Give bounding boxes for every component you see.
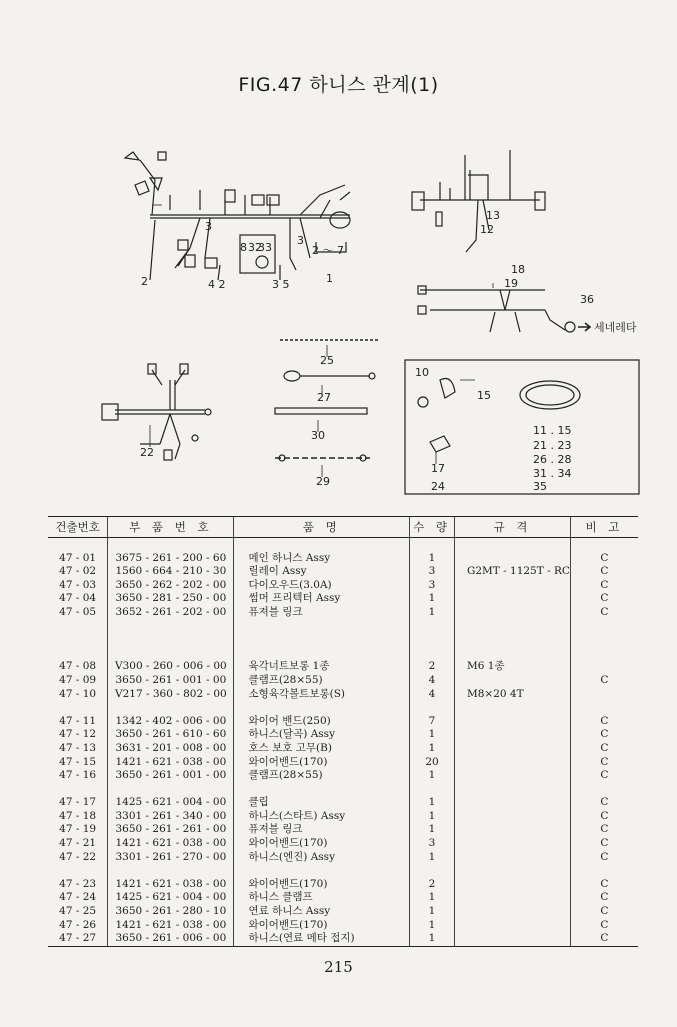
cell-part-name: 연료 하니스 Assy <box>234 905 410 919</box>
cell-part-number: 3650 - 261 - 280 - 10 <box>108 905 234 919</box>
cell-quantity: 1 <box>410 932 455 946</box>
cell-quantity: 2 <box>410 660 455 674</box>
cell-part-name: 썸머 프리텍터 Assy <box>234 592 410 606</box>
callout: 17 <box>431 462 445 475</box>
table-row <box>48 891 638 905</box>
cell-spec <box>454 851 570 865</box>
cell-part-number: 1425 - 621 - 004 - 00 <box>108 796 234 810</box>
cell-note: C <box>570 905 638 919</box>
spacer-cell <box>410 633 455 647</box>
callout: 24 <box>431 480 445 493</box>
cell-quantity: 3 <box>410 579 455 593</box>
cell-fig-number: 47 - 27 <box>48 932 108 946</box>
cell-fig-number: 47 - 23 <box>59 877 97 890</box>
cell-quantity: 1 <box>410 742 455 756</box>
cell-part-name: 육각너트보롱 1종 <box>234 660 410 674</box>
cell-part-name: 하니스(달곡) Assy <box>234 728 410 742</box>
cell-part-number: V300 - 260 - 006 - 00 <box>108 660 234 674</box>
cell-spec <box>454 592 570 606</box>
cell-spec <box>454 715 570 729</box>
cell-part-number: 3650 - 261 - 261 - 00 <box>108 823 234 837</box>
cell-part-name: 소형육각볼트보롱(S) <box>234 688 410 702</box>
callout: 30 <box>311 429 325 442</box>
table-row <box>48 579 638 593</box>
cell-part-name: 하니스(엔진) Assy <box>234 851 410 865</box>
spacer-cell <box>410 701 455 715</box>
cell-part-number: 1342 - 402 - 006 - 00 <box>108 715 234 729</box>
spacer-cell <box>234 864 410 878</box>
cell-note <box>570 660 638 674</box>
cell-part-name: 클램프(28×55) <box>234 674 410 688</box>
cell-fig-number: 47 - 15 <box>59 755 97 768</box>
cell-spec <box>454 606 570 620</box>
page-number: 215 <box>324 958 353 976</box>
table-row <box>48 810 638 824</box>
callout: 22 <box>140 446 154 459</box>
cell-quantity: 3 <box>410 565 455 579</box>
header-note: 비 고 <box>570 517 638 538</box>
cell-quantity: 1 <box>410 810 455 824</box>
cell-fig-number: 47 - 24 <box>59 891 97 904</box>
cell-note: C <box>570 728 638 742</box>
table-row <box>48 796 638 810</box>
cell-note: C <box>570 919 638 933</box>
cell-part-name: 하니스(연료 메타 접지) <box>234 932 410 946</box>
spacer-cell <box>108 701 234 715</box>
cell-spec <box>454 823 570 837</box>
spacer-cell <box>410 620 455 634</box>
cell-part-number: 3650 - 281 - 250 - 00 <box>108 592 234 606</box>
cell-quantity: 2 <box>410 878 455 892</box>
spacer-cell <box>570 647 638 661</box>
spacer-cell <box>454 633 570 647</box>
cell-spec <box>454 796 570 810</box>
cell-part-number: V217 - 360 - 802 - 00 <box>108 688 234 702</box>
table-row <box>48 674 638 688</box>
cell-part-name: 와이어밴드(170) <box>234 837 410 851</box>
cell-part-number: 3301 - 261 - 270 - 00 <box>108 851 234 865</box>
cell-spec <box>454 919 570 933</box>
cell-spec <box>454 837 570 851</box>
cell-part-name: 와이어밴드(170) <box>234 756 410 770</box>
callout: 12 <box>480 223 494 236</box>
cell-note: C <box>570 891 638 905</box>
spacer-row <box>48 647 638 661</box>
cell-part-number: 3650 - 261 - 610 - 60 <box>108 728 234 742</box>
spacer-cell <box>234 633 410 647</box>
cell-spec <box>454 769 570 783</box>
cell-fig-number: 47 - 18 <box>59 809 97 822</box>
spacer-cell <box>234 647 410 661</box>
cell-spec <box>454 905 570 919</box>
cell-spec <box>454 810 570 824</box>
cell-part-number: 3301 - 261 - 340 - 00 <box>108 810 234 824</box>
spacer-cell <box>454 701 570 715</box>
callout: 32 <box>248 241 262 254</box>
cell-note: C <box>570 810 638 824</box>
spacer-cell <box>108 783 234 797</box>
spacer-cell <box>234 701 410 715</box>
cell-part-name: 퓨져블 링크 <box>234 823 410 837</box>
spacer-cell <box>454 538 570 552</box>
cell-quantity: 1 <box>410 552 455 566</box>
cell-note: C <box>570 552 638 566</box>
cell-note: C <box>570 796 638 810</box>
spacer-cell <box>48 647 108 661</box>
cell-fig-number: 47 - 08 <box>59 660 97 673</box>
spacer-cell <box>48 633 108 647</box>
spacer-cell <box>454 647 570 661</box>
spacer-cell <box>570 783 638 797</box>
cell-note: C <box>570 742 638 756</box>
cell-fig-number: 47 - 16 <box>59 769 97 782</box>
cell-part-name: 호스 보호 고무(B) <box>234 742 410 756</box>
cell-part-name: 와이어밴드(170) <box>234 878 410 892</box>
cell-quantity: 1 <box>410 728 455 742</box>
cell-part-number: 1421 - 621 - 038 - 00 <box>108 878 234 892</box>
spacer-cell <box>48 783 108 797</box>
spacer-row <box>48 633 638 647</box>
spacer-cell <box>454 783 570 797</box>
cell-quantity: 20 <box>410 756 455 770</box>
cell-quantity: 1 <box>410 851 455 865</box>
spacer-row <box>48 620 638 634</box>
table-row <box>48 878 638 892</box>
spacer-cell <box>108 864 234 878</box>
cell-part-number: 3631 - 201 - 008 - 00 <box>108 742 234 756</box>
spacer-row <box>48 701 638 715</box>
spacer-cell <box>570 633 638 647</box>
cell-note: C <box>570 878 638 892</box>
cell-note <box>570 688 638 702</box>
cell-spec: M8×20 4T <box>454 688 570 702</box>
cell-fig-number: 47 - 04 <box>59 592 97 605</box>
cell-note: C <box>570 837 638 851</box>
cell-spec <box>454 756 570 770</box>
cell-fig-number: 47 - 11 <box>59 714 97 727</box>
cell-quantity: 1 <box>410 592 455 606</box>
header-spec: 규 격 <box>454 517 570 538</box>
header-quantity: 수 량 <box>410 517 455 538</box>
spacer-cell <box>108 633 234 647</box>
callout: 4 2 <box>208 278 226 291</box>
cell-fig-number: 47 - 17 <box>59 796 97 809</box>
callout: 2 <box>141 275 148 288</box>
table-row <box>48 919 638 933</box>
callout: 3 <box>205 220 212 233</box>
spacer-cell <box>410 864 455 878</box>
cell-quantity: 4 <box>410 688 455 702</box>
engine-harness-drawing <box>102 364 211 460</box>
callout: 35 <box>533 480 547 493</box>
cell-part-name: 클램프(28×55) <box>234 769 410 783</box>
cell-quantity: 1 <box>410 769 455 783</box>
cell-quantity: 7 <box>410 715 455 729</box>
table-row <box>48 932 638 946</box>
table-row <box>48 715 638 729</box>
spacer-row <box>48 538 638 552</box>
callout: 19 <box>504 277 518 290</box>
cell-spec <box>454 579 570 593</box>
callout: 11 . 15 <box>533 424 572 437</box>
cell-fig-number: 47 - 05 <box>59 605 97 618</box>
cell-quantity: 3 <box>410 837 455 851</box>
cell-note: C <box>570 674 638 688</box>
cell-part-number: 3675 - 261 - 200 - 60 <box>108 552 234 566</box>
cell-part-name: 와이어밴드(170) <box>234 919 410 933</box>
callout: 15 <box>477 389 491 402</box>
cell-part-name: 다이오우드(3.0A) <box>234 579 410 593</box>
cell-note: C <box>570 756 638 770</box>
spacer-cell <box>454 864 570 878</box>
cell-spec: M6 1종 <box>454 660 570 674</box>
cell-part-number: 1421 - 621 - 038 - 00 <box>108 919 234 933</box>
table-header-row <box>48 517 638 538</box>
cell-fig-number: 47 - 25 <box>59 905 97 918</box>
cell-part-number: 3650 - 261 - 001 - 00 <box>108 674 234 688</box>
cell-fig-number: 47 - 19 <box>59 823 97 836</box>
spacer-cell <box>234 620 410 634</box>
spacer-cell <box>48 620 108 634</box>
cell-fig-number: 47 - 26 <box>59 918 97 931</box>
cell-part-name: 하니스 클램프 <box>234 891 410 905</box>
parts-table-body <box>48 538 638 947</box>
cell-spec <box>454 674 570 688</box>
cell-part-number: 1421 - 621 - 038 - 00 <box>108 837 234 851</box>
cell-note: C <box>570 579 638 593</box>
cell-note: C <box>570 606 638 620</box>
spacer-cell <box>570 620 638 634</box>
header-part-name: 품 명 <box>234 517 410 538</box>
callout: 26 . 28 <box>533 453 572 466</box>
table-row <box>48 688 638 702</box>
spacer-cell <box>410 647 455 661</box>
cell-spec <box>454 891 570 905</box>
table-row <box>48 606 638 620</box>
cell-part-name: 클립 <box>234 796 410 810</box>
table-row <box>48 823 638 837</box>
page-title: FIG.47 하니스 관계(1) <box>238 74 439 96</box>
cell-spec <box>454 932 570 946</box>
spacer-cell <box>234 783 410 797</box>
cell-spec <box>454 728 570 742</box>
callout: 3 5 <box>272 278 290 291</box>
callout: 31 . 34 <box>533 467 572 480</box>
spacer-cell <box>48 701 108 715</box>
cell-note: C <box>570 823 638 837</box>
cell-part-name: 릴레이 Assy <box>234 565 410 579</box>
cell-spec <box>454 742 570 756</box>
cell-part-number: 3650 - 262 - 202 - 00 <box>108 579 234 593</box>
callout: 18 <box>511 263 525 276</box>
spacer-row <box>48 783 638 797</box>
cell-part-number: 1421 - 621 - 038 - 00 <box>108 756 234 770</box>
callout: 33 <box>258 241 272 254</box>
table-row <box>48 837 638 851</box>
spacer-cell <box>570 864 638 878</box>
spacer-cell <box>108 538 234 552</box>
table-row <box>48 742 638 756</box>
cell-note: C <box>570 592 638 606</box>
table-row <box>48 565 638 579</box>
cell-spec: G2MT - 1125T - RC <box>454 565 570 579</box>
cell-part-number: 1425 - 621 - 004 - 00 <box>108 891 234 905</box>
callout: 36 <box>580 293 594 306</box>
table-row <box>48 769 638 783</box>
side-harness-drawing <box>412 150 545 252</box>
spacer-cell <box>108 620 234 634</box>
cell-quantity: 1 <box>410 606 455 620</box>
cell-note: C <box>570 565 638 579</box>
cell-fig-number: 47 - 01 <box>59 551 97 564</box>
cell-spec <box>454 552 570 566</box>
harness-drawing <box>0 140 677 510</box>
cell-part-name: 하니스(스타트) Assy <box>234 810 410 824</box>
cell-fig-number: 47 - 02 <box>59 565 97 578</box>
table-row <box>48 851 638 865</box>
callout: 세네레타 <box>594 321 637 334</box>
callout: 27 <box>317 391 331 404</box>
cell-part-name: 메인 하니스 Assy <box>234 552 410 566</box>
cell-note: C <box>570 851 638 865</box>
cell-part-number: 3650 - 261 - 001 - 00 <box>108 769 234 783</box>
table-row <box>48 756 638 770</box>
cell-quantity: 1 <box>410 905 455 919</box>
header-fig-number: 건출번호 <box>48 517 108 538</box>
callout: 3 <box>297 234 304 247</box>
cell-quantity: 1 <box>410 919 455 933</box>
callout: 25 <box>320 354 334 367</box>
spacer-cell <box>410 783 455 797</box>
callout: 1 <box>326 272 333 285</box>
spacer-cell <box>410 538 455 552</box>
cell-quantity: 1 <box>410 823 455 837</box>
main-harness-drawing <box>125 152 350 280</box>
spacer-cell <box>234 538 410 552</box>
spacer-cell <box>454 620 570 634</box>
spacer-cell <box>108 647 234 661</box>
cell-part-number: 3652 - 261 - 202 - 00 <box>108 606 234 620</box>
cell-quantity: 4 <box>410 674 455 688</box>
starter-harness-drawing <box>418 286 590 332</box>
cell-fig-number: 47 - 03 <box>59 578 97 591</box>
cell-fig-number: 47 - 09 <box>59 673 97 686</box>
callout: 13 <box>486 209 500 222</box>
callout: 8 <box>240 241 247 254</box>
callout: 21 . 23 <box>533 439 572 452</box>
cell-fig-number: 47 - 21 <box>59 837 97 850</box>
callout: 10 <box>415 366 429 379</box>
cell-quantity: 1 <box>410 796 455 810</box>
cell-note: C <box>570 769 638 783</box>
callout: 2 ～ 7 <box>312 244 344 257</box>
table-row <box>48 660 638 674</box>
table-row <box>48 552 638 566</box>
cell-spec <box>454 878 570 892</box>
spacer-row <box>48 864 638 878</box>
parts-table <box>48 516 638 947</box>
cell-fig-number: 47 - 22 <box>59 850 97 863</box>
cell-part-name: 와이어 밴드(250) <box>234 715 410 729</box>
cell-fig-number: 47 - 12 <box>59 728 97 741</box>
spacer-cell <box>570 701 638 715</box>
cell-part-number: 1560 - 664 - 210 - 30 <box>108 565 234 579</box>
cell-part-name: 퓨져블 링크 <box>234 606 410 620</box>
cell-quantity: 1 <box>410 891 455 905</box>
cell-note: C <box>570 932 638 946</box>
cell-note: C <box>570 715 638 729</box>
exploded-diagram <box>0 140 677 510</box>
cell-fig-number: 47 - 10 <box>59 687 97 700</box>
callout-labels <box>140 209 637 493</box>
table-row <box>48 592 638 606</box>
table-row <box>48 728 638 742</box>
callout: 29 <box>316 475 330 488</box>
spacer-cell <box>48 864 108 878</box>
table-row <box>48 905 638 919</box>
spacer-cell <box>48 538 108 552</box>
spacer-cell <box>570 538 638 552</box>
header-part-number: 부 품 번 호 <box>108 517 234 538</box>
cell-fig-number: 47 - 13 <box>59 741 97 754</box>
cell-part-number: 3650 - 261 - 006 - 00 <box>108 932 234 946</box>
